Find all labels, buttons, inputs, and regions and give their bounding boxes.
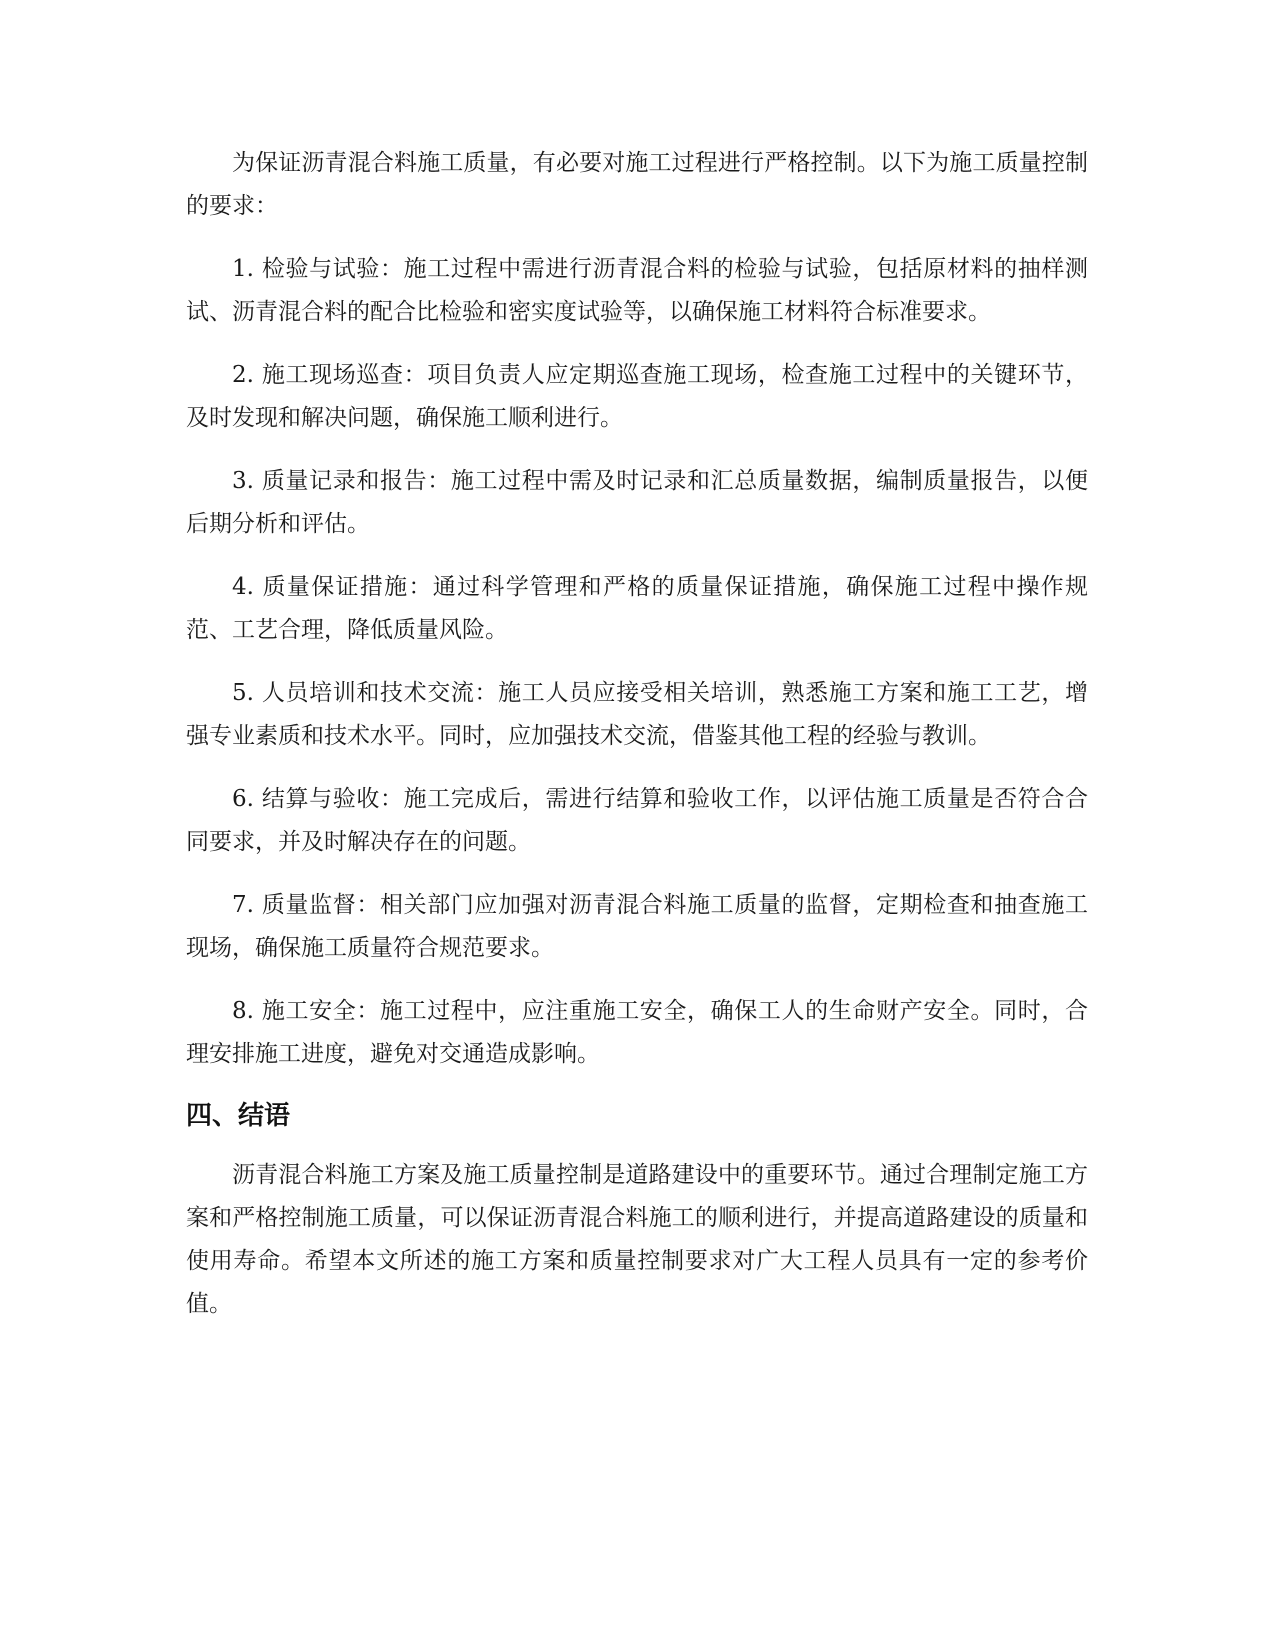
- requirement-item-3: 3. 质量记录和报告：施工过程中需及时记录和汇总质量数据，编制质量报告，以便后期分析和评估。: [186, 468, 1088, 537]
- requirement-item-1: 1. 检验与试验：施工过程中需进行沥青混合料的检验与试验，包括原材料的抽样测试、沥青混合料的配合比检验和密实度试验等，以确保施工材料符合标准要求。: [186, 256, 1088, 325]
- section-heading-conclusion: 四、结语: [186, 1101, 291, 1131]
- requirement-item-7: 7. 质量监督：相关部门应加强对沥青混合料施工质量的监督，定期检查和抽查施工现场，确保施工质量符合规范要求。: [186, 892, 1088, 961]
- requirement-item-2: 2. 施工现场巡查：项目负责人应定期巡查施工现场，检查施工过程中的关键环节，及时发现和解决问题，确保施工顺利进行。: [186, 362, 1088, 431]
- requirement-item-8: 8. 施工安全：施工过程中，应注重施工安全，确保工人的生命财产安全。同时，合理安排施工进度，避免对交通造成影响。: [186, 998, 1088, 1067]
- conclusion-paragraph: 沥青混合料施工方案及施工质量控制是道路建设中的重要环节。通过合理制定施工方案和严格控制施工质量，可以保证沥青混合料施工的顺利进行，并提高道路建设的质量和使用寿命。希望本文所述的施工方案和质量控制要求对广大工程人员具有一定的参考价值。: [186, 1162, 1088, 1317]
- intro-paragraph: 为保证沥青混合料施工质量，有必要对施工过程进行严格控制。以下为施工质量控制的要求：: [186, 150, 1088, 219]
- requirement-item-6: 6. 结算与验收：施工完成后，需进行结算和验收工作，以评估施工质量是否符合合同要求，并及时解决存在的问题。: [186, 786, 1088, 855]
- document-body: [186, 142, 1088, 1326]
- requirement-item-4: 4. 质量保证措施：通过科学管理和严格的质量保证措施，确保施工过程中操作规范、工艺合理，降低质量风险。: [186, 574, 1088, 643]
- requirement-item-5: 5. 人员培训和技术交流：施工人员应接受相关培训，熟悉施工方案和施工工艺，增强专业素质和技术水平。同时，应加强技术交流，借鉴其他工程的经验与教训。: [186, 680, 1088, 749]
